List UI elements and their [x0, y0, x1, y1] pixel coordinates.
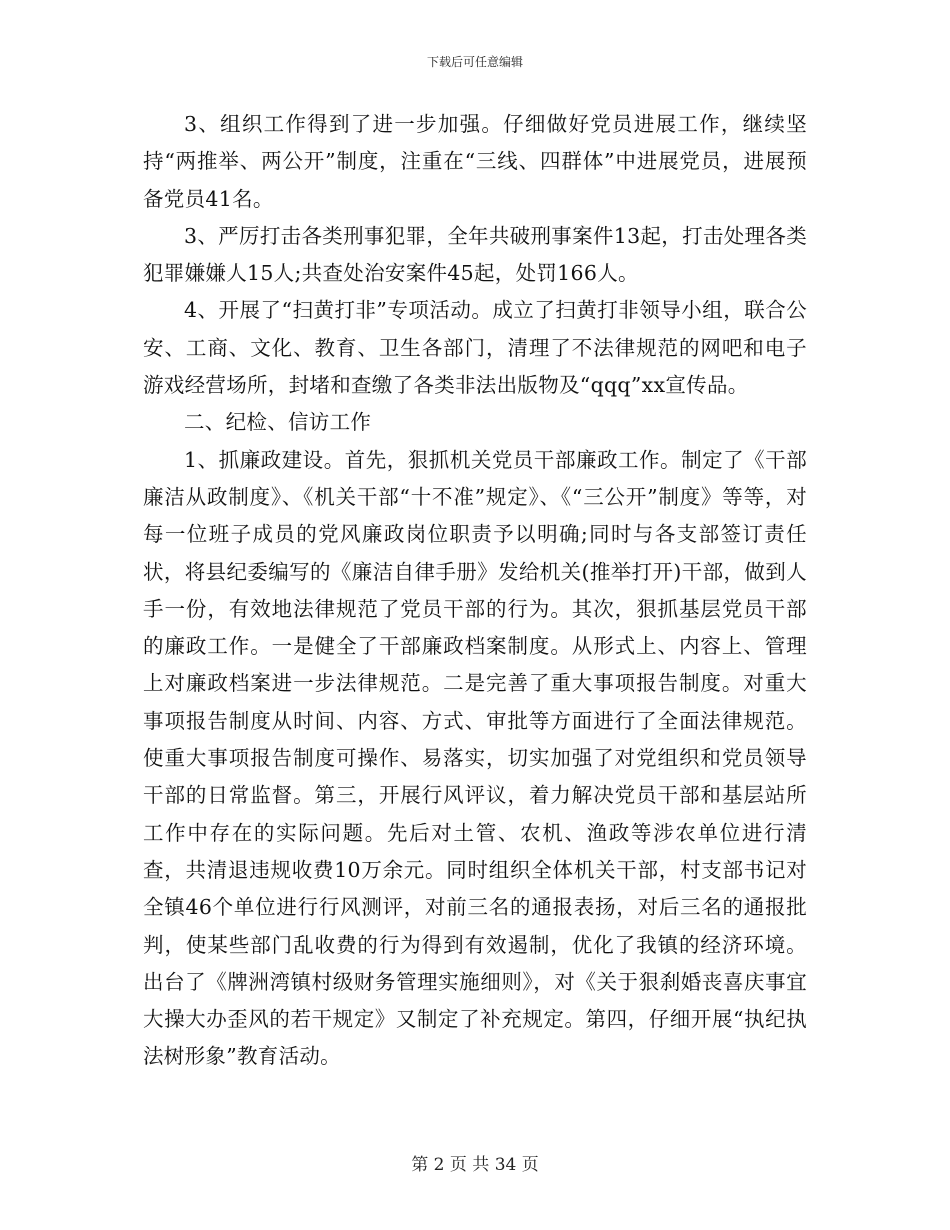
paragraph-anti-pornography: 4、开展了“扫黄打非”专项活动。成立了扫黄打非领导小组，联合公安、工商、文化、教育、卫生各部门，清理了不法律规范的网吧和电子游戏经营场所，封堵和查缴了各类非法出版物及“qqq”xx宣传品。 — [143, 298, 807, 398]
document-body — [143, 106, 807, 1076]
page-number: 第 2 页 共 34 页 — [411, 1155, 539, 1175]
paragraph-organization-work: 3、组织工作得到了进一步加强。仔细做好党员进展工作，继续坚持“两推举、两公开”制度，注重在“三线、四群体”中进展党员，进展预备党员41名。 — [143, 112, 807, 211]
section-heading-discipline: 二、纪检、信访工作 — [184, 410, 372, 435]
paragraph-crime-crackdown: 3、严厉打击各类刑事犯罪，全年共破刑事案件13起，打击处理各类犯罪嫌嫌人15人;共查处治安案件45起，处罚166人。 — [143, 223, 807, 286]
paragraph-clean-governance: 1、抓廉政建设。首先，狠抓机关党员干部廉政工作。制定了《干部廉洁从政制度》、《机关干部“十不准”规定》、《“三公开”制度》等等，对每一位班子成员的党风廉政岗位职责予以明确;同时与各支部签订责任状，将县纪委编写的《廉洁自律手册》发给机关(推举打开)干部，做到人手一份，有效地法律规范了党员干部的行为。其次，狠抓基层党员干部的廉政工作。一是健全了干部廉政档案制度。从形式上、内容上、管理上对廉政档案进一步法律规范。二是完善了重大事项报告制度。对重大事项报告制度从时间、内容、方式、审批等方面进行了全面法律规范。使重大事项报告制度可操作、易落实，切实加强了对党组织和党员领导干部的日常监督。第三，开展行风评议，着力解决党员干部和基层站所工作中存在的实际问题。先后对土管、农机、渔政等涉农单位进行清查，共清退违规收费10万余元。同时组织全体机关干部，村支部书记对全镇46个单位进行行风测评，对前三名的通报表扬，对后三名的通报批判，使某些部门乱收费的行为得到有效遏制，优化了我镇的经济环境。出台了《牌洲湾镇村级财务管理实施细则》，对《关于狠刹婚丧喜庆事宜大操大办歪风的若干规定》又制定了补充规定。第四，仔细开展“执纪执法树形象”教育活动。 — [143, 447, 807, 1069]
page-header: 下载后可任意编辑 — [426, 55, 523, 69]
